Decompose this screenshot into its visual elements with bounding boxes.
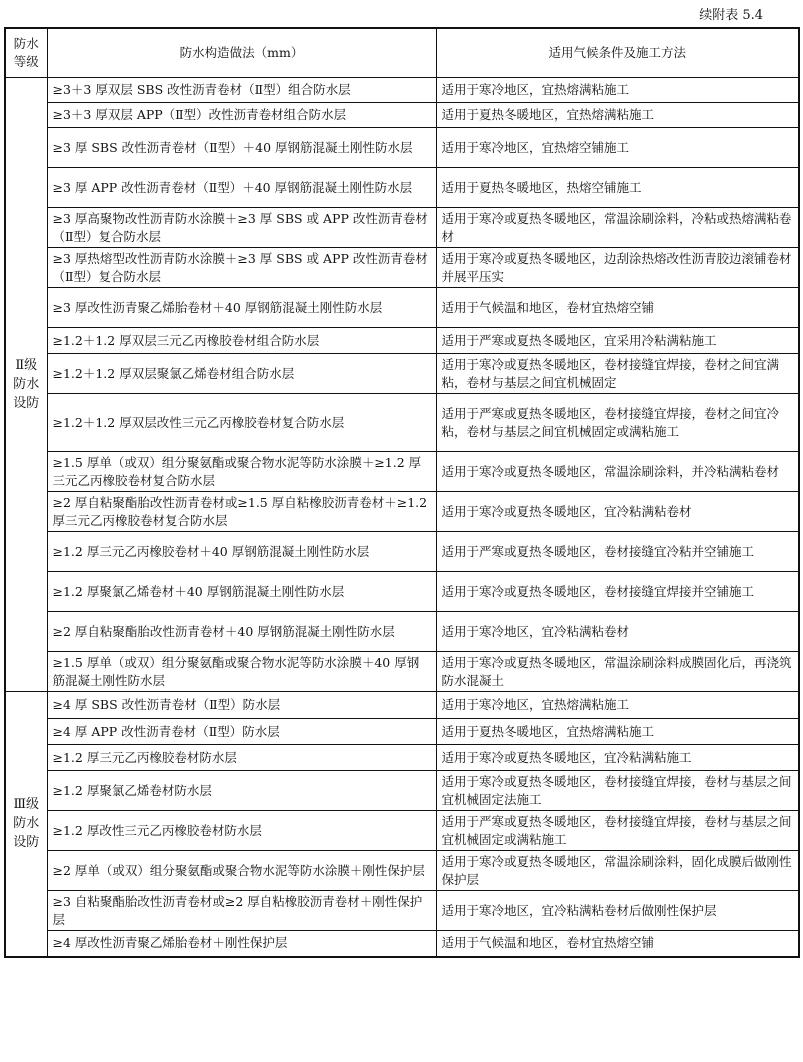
method-cell: ≥1.5 厚单（或双）组分聚氨酯或聚合物水泥等防水涂膜＋≥1.2 厚三元乙丙橡胶卷材复合防水层 bbox=[47, 452, 436, 492]
climate-cell: 适用于寒冷或夏热冬暖地区，卷材接缝宜焊接并空铺施工 bbox=[436, 572, 799, 612]
climate-cell: 适用于夏热冬暖地区，宜热熔满粘施工 bbox=[436, 719, 799, 745]
method-cell: ≥3＋3 厚双层 APP（Ⅱ型）改性沥青卷材组合防水层 bbox=[47, 103, 436, 128]
table-row bbox=[5, 692, 799, 719]
header-row bbox=[5, 28, 799, 78]
method-cell: ≥1.2＋1.2 厚双层三元乙丙橡胶卷材组合防水层 bbox=[47, 328, 436, 354]
grade-label: Ⅲ级 防水 设防 bbox=[13, 797, 40, 851]
climate-cell: 适用于夏热冬暖地区，热熔空铺施工 bbox=[436, 168, 799, 208]
climate-cell: 适用于寒冷地区，宜热熔满粘施工 bbox=[436, 78, 799, 103]
table-row bbox=[5, 719, 799, 745]
grade-cell bbox=[5, 78, 47, 692]
climate-cell: 适用于寒冷或夏热冬暖地区，常温涂刷涂料，冷粘或热熔满粘卷材 bbox=[436, 208, 799, 248]
table-row bbox=[5, 452, 799, 492]
table-row bbox=[5, 532, 799, 572]
table-row bbox=[5, 492, 799, 532]
table-row bbox=[5, 288, 799, 328]
table-row bbox=[5, 168, 799, 208]
table-row bbox=[5, 128, 799, 168]
climate-cell: 适用于严寒或夏热冬暖地区，卷材接缝宜焊接，卷材与基层之间宜机械固定或满粘施工 bbox=[436, 811, 799, 851]
climate-cell: 适用于寒冷或夏热冬暖地区，常温涂刷涂料，并冷粘满粘卷材 bbox=[436, 452, 799, 492]
method-cell: ≥3 厚热熔型改性沥青防水涂膜＋≥3 厚 SBS 或 APP 改性沥青卷材（Ⅱ型）复合防水层 bbox=[47, 248, 436, 288]
climate-cell: 适用于气候温和地区，卷材宜热熔空铺 bbox=[436, 288, 799, 328]
table-row bbox=[5, 612, 799, 652]
climate-cell: 适用于寒冷或夏热冬暖地区，常温涂刷涂料成膜固化后，再浇筑防水混凝土 bbox=[436, 652, 799, 692]
table-row bbox=[5, 652, 799, 692]
climate-cell: 适用于寒冷或夏热冬暖地区，边刮涂热熔改性沥青胶边滚铺卷材并展平压实 bbox=[436, 248, 799, 288]
climate-cell: 适用于夏热冬暖地区，宜热熔满粘施工 bbox=[436, 103, 799, 128]
table-row bbox=[5, 248, 799, 288]
table-caption: 续附表 5.4 bbox=[699, 8, 763, 23]
climate-cell: 适用于寒冷地区，宜热熔空铺施工 bbox=[436, 128, 799, 168]
climate-cell: 适用于寒冷或夏热冬暖地区，宜冷粘满粘卷材 bbox=[436, 492, 799, 532]
climate-cell: 适用于气候温和地区，卷材宜热熔空铺 bbox=[436, 931, 799, 957]
table-row bbox=[5, 328, 799, 354]
climate-cell: 适用于寒冷地区，宜热熔满粘施工 bbox=[436, 692, 799, 719]
method-cell: ≥2 厚自粘聚酯胎改性沥青卷材＋40 厚钢筋混凝土刚性防水层 bbox=[47, 612, 436, 652]
header-grade-text: 防水 等级 bbox=[13, 36, 39, 69]
method-cell: ≥4 厚 APP 改性沥青卷材（Ⅱ型）防水层 bbox=[47, 719, 436, 745]
method-cell: ≥1.2 厚聚氯乙烯卷材防水层 bbox=[47, 771, 436, 811]
table-row bbox=[5, 745, 799, 771]
table-row bbox=[5, 354, 799, 394]
header-grade bbox=[5, 28, 47, 78]
method-cell: ≥4 厚 SBS 改性沥青卷材（Ⅱ型）防水层 bbox=[47, 692, 436, 719]
climate-cell: 适用于寒冷或夏热冬暖地区，宜冷粘满粘施工 bbox=[436, 745, 799, 771]
method-cell: ≥1.2 厚三元乙丙橡胶卷材防水层 bbox=[47, 745, 436, 771]
method-cell: ≥3 厚高聚物改性沥青防水涂膜＋≥3 厚 SBS 或 APP 改性沥青卷材（Ⅱ型）复合防水层 bbox=[47, 208, 436, 248]
method-cell: ≥3＋3 厚双层 SBS 改性沥青卷材（Ⅱ型）组合防水层 bbox=[47, 78, 436, 103]
method-cell: ≥3 厚改性沥青聚乙烯胎卷材＋40 厚钢筋混凝土刚性防水层 bbox=[47, 288, 436, 328]
method-cell: ≥1.2＋1.2 厚双层聚氯乙烯卷材组合防水层 bbox=[47, 354, 436, 394]
method-cell: ≥1.2 厚改性三元乙丙橡胶卷材防水层 bbox=[47, 811, 436, 851]
waterproofing-table bbox=[4, 27, 800, 958]
table-row bbox=[5, 394, 799, 452]
climate-cell: 适用于严寒或夏热冬暖地区，宜采用冷粘满粘施工 bbox=[436, 328, 799, 354]
table-row bbox=[5, 851, 799, 891]
climate-cell: 适用于寒冷或夏热冬暖地区，卷材接缝宜焊接，卷材之间宜满粘，卷材与基层之间宜机械固定 bbox=[436, 354, 799, 394]
method-cell: ≥2 厚单（或双）组分聚氨酯或聚合物水泥等防水涂膜＋刚性保护层 bbox=[47, 851, 436, 891]
climate-cell: 适用于严寒或夏热冬暖地区，卷材接缝宜冷粘并空铺施工 bbox=[436, 532, 799, 572]
table-row bbox=[5, 891, 799, 931]
climate-cell: 适用于严寒或夏热冬暖地区，卷材接缝宜焊接，卷材之间宜冷粘，卷材与基层之间宜机械固定或满粘施工 bbox=[436, 394, 799, 452]
climate-cell: 适用于寒冷或夏热冬暖地区，常温涂刷涂料，固化成膜后做刚性保护层 bbox=[436, 851, 799, 891]
table-row bbox=[5, 811, 799, 851]
climate-cell: 适用于寒冷地区，宜冷粘满粘卷材 bbox=[436, 612, 799, 652]
table-row bbox=[5, 78, 799, 103]
method-cell: ≥1.5 厚单（或双）组分聚氨酯或聚合物水泥等防水涂膜＋40 厚钢筋混凝土刚性防水层 bbox=[47, 652, 436, 692]
header-method: 防水构造做法（mm） bbox=[47, 28, 436, 78]
method-cell: ≥4 厚改性沥青聚乙烯胎卷材＋刚性保护层 bbox=[47, 931, 436, 957]
table-row bbox=[5, 208, 799, 248]
table-row bbox=[5, 771, 799, 811]
method-cell: ≥2 厚自粘聚酯胎改性沥青卷材或≥1.5 厚自粘橡胶沥青卷材＋≥1.2 厚三元乙丙橡胶卷材复合防水层 bbox=[47, 492, 436, 532]
climate-cell: 适用于寒冷地区，宜冷粘满粘卷材后做刚性保护层 bbox=[436, 891, 799, 931]
table-row bbox=[5, 931, 799, 957]
grade-label: Ⅱ级 防水 设防 bbox=[13, 358, 40, 411]
method-cell: ≥1.2 厚聚氯乙烯卷材＋40 厚钢筋混凝土刚性防水层 bbox=[47, 572, 436, 612]
header-climate: 适用气候条件及施工方法 bbox=[436, 28, 799, 78]
climate-cell: 适用于寒冷或夏热冬暖地区，卷材接缝宜焊接，卷材与基层之间宜机械固定法施工 bbox=[436, 771, 799, 811]
table-row bbox=[5, 572, 799, 612]
table-row bbox=[5, 103, 799, 128]
grade-cell bbox=[5, 692, 47, 957]
method-cell: ≥3 厚 APP 改性沥青卷材（Ⅱ型）＋40 厚钢筋混凝土刚性防水层 bbox=[47, 168, 436, 208]
method-cell: ≥1.2 厚三元乙丙橡胶卷材＋40 厚钢筋混凝土刚性防水层 bbox=[47, 532, 436, 572]
method-cell: ≥3 自粘聚酯胎改性沥青卷材或≥2 厚自粘橡胶沥青卷材＋刚性保护层 bbox=[47, 891, 436, 931]
method-cell: ≥3 厚 SBS 改性沥青卷材（Ⅱ型）＋40 厚钢筋混凝土刚性防水层 bbox=[47, 128, 436, 168]
method-cell: ≥1.2＋1.2 厚双层改性三元乙丙橡胶卷材复合防水层 bbox=[47, 394, 436, 452]
